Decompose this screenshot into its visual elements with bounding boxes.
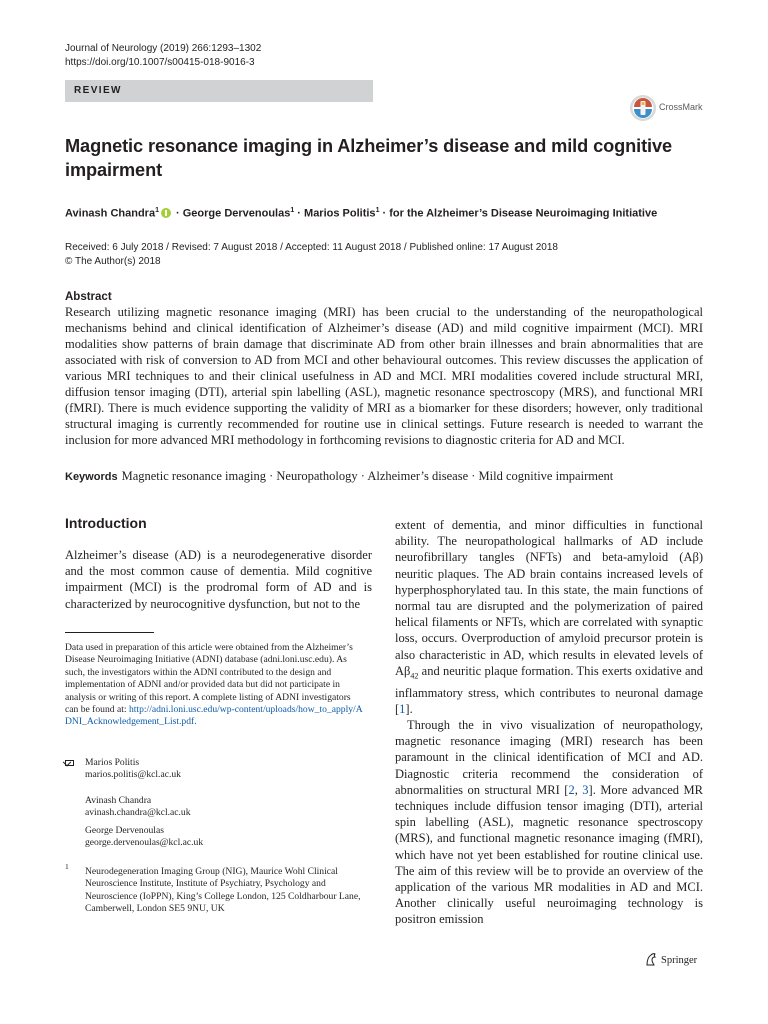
- contact-email[interactable]: avinash.chandra@kcl.ac.uk: [85, 807, 191, 819]
- keywords-label: Keywords: [65, 471, 118, 483]
- abstract-heading: Abstract: [65, 291, 112, 303]
- author-affiliation-mark: 1: [290, 207, 295, 214]
- contact-name: Marios Politis: [85, 757, 140, 768]
- crossmark-badge[interactable]: [629, 94, 705, 122]
- springer-logo: [645, 952, 697, 966]
- body-text: extent of dementia, and minor difficulties in functional ability. The neuropathological hallmarks of AD include neurofibrillary tangles (NFTs) and beta-amyloid (Aβ) neuritic plaques. The AD brain contains increased levels of hyperphosphorylated tau. In this state, the main functions of normal tau are disrupted and the polymerization of paired helical filaments or NFTs, which are correlated with synaptic loss, occurs. Overproduction of amyloid precursor protein is also characteristic in AD, which results in elevated levels of Aβ: [395, 518, 703, 678]
- author-name: Avinash Chandra: [65, 207, 156, 220]
- journal-citation: Journal of Neurology (2019) 266:1293–1302: [65, 43, 262, 54]
- crossmark-icon: [629, 94, 657, 122]
- author-list: [65, 203, 725, 222]
- doi-link[interactable]: https://doi.org/10.1007/s00415-018-9016-3: [65, 57, 255, 68]
- body-text: ].: [405, 701, 413, 716]
- springer-horse-icon: [645, 952, 657, 966]
- citation-link[interactable]: 2: [568, 782, 575, 797]
- author-separator: ·: [172, 207, 183, 220]
- publisher-name: Springer: [661, 955, 698, 966]
- article-title: Magnetic resonance imaging in Alzheimer’s disease and mild cognitive impairment: [65, 136, 673, 180]
- affiliation-text: Neurodegeneration Imaging Group (NIG), Maurice Wohl Clinical Neuroscience Institute, Institute of Psychiatry, Psychology and Neuroscience (IoPPN), King’s College London, 125 Coldharbour Lane, Camberwell, London SE5 9NU, UK: [85, 866, 361, 915]
- author-group: for the Alzheimer’s Disease Neuroimaging Initiative: [389, 207, 658, 220]
- introduction-left-column: Alzheimer’s disease (AD) is a neurodegenerative disorder and the most common cause of dementia. Mild cognitive impairment (MCI) is the prodromal form of AD and is characterized by neurocognitive dysfunction, but not to the: [65, 548, 372, 611]
- author-name: Marios Politis: [304, 207, 376, 220]
- body-text: ,: [574, 782, 583, 797]
- adni-link[interactable]: http://adni.loni.usc.edu/wp-content/uploads/how_to_apply/ADNI_Acknowledgement_List.pdf.: [65, 704, 363, 728]
- subscript: 42: [410, 671, 419, 681]
- body-text: and neuritic plaque formation. This exerts oxidative and inflammatory stress, which contributes to neuronal damage [: [395, 663, 703, 716]
- contact-block: [85, 757, 181, 782]
- footnote-divider: [65, 632, 154, 633]
- body-text: Through the in vivo visualization of neuropathology, magnetic resonance imaging (MRI) research has been paramount in the clinical identification of MCI and AD. Diagnostic criteria recommend the consideration of abnormalities on structural MRI [: [395, 717, 703, 797]
- keywords: [65, 468, 705, 485]
- author-affiliation-mark: 1: [155, 207, 159, 214]
- introduction-right-column: [395, 517, 703, 928]
- data-footnote: [65, 642, 365, 729]
- footnote-text: Data used in preparation of this article were obtained from the Alzheimer’s Disease Neuroimaging Initiative (ADNI) database (adni.loni.usc.edu). As such, the investigators within the ADNI contributed to the design and implementation of ADNI and/or provided data but did not participate in analysis or writing of this report. A complete listing of ADNI investigators can be found at:: [65, 642, 353, 716]
- abstract-text: Research utilizing magnetic resonance imaging (MRI) has been crucial to the understanding of the neuropathological mechanisms behind and clinical identification of Alzheimer’s disease (AD) and mild cognitive impairment (MCI). MRI modalities show patterns of brain damage that discriminate AD from other brain illnesses and brain abnormalities that are associated with risk of conversion to AD from MCI and other behavioural outcomes. This review discusses the application of various MRI techniques to and their clinical usefulness in AD and MCI. MRI modalities covered include structural MRI, diffusion tensor imaging (DTI), arterial spin labelling (ASL), magnetic resonance spectroscopy (MRS), and functional MRI (fMRI). There is much evidence supporting the validity of MRI as a biomarker for these disorders; however, only traditional structural imaging is currently recommended for routine use in clinical settings. Future research is needed to warrant the inclusion for more advanced MRI methodology in forthcoming revisions to diagnostic criteria for AD and MCI.: [65, 305, 703, 447]
- body-paragraph: [395, 717, 703, 928]
- author-separator: ·: [379, 207, 390, 220]
- affiliation-mark: 1: [65, 862, 69, 871]
- author-affiliation-mark: 1: [375, 207, 380, 214]
- body-paragraph: [395, 517, 703, 717]
- body-text: ]. More advanced MR techniques include diffusion tensor imaging (DTI), arterial spin labelling (ASL), magnetic resonance spectroscopy (MRS), and functional magnetic resonance imaging (fMRI), which have not yet been established for routine clinical use. The aim of this review will be to provide an overview of the application of the various MR modalities in AD and MCI. Another clinically useful neuroimaging technology is positron emission: [395, 782, 703, 927]
- orcid-icon[interactable]: [161, 208, 171, 218]
- copyright-notice: © The Author(s) 2018: [65, 256, 161, 267]
- contact-block: [85, 795, 191, 820]
- contact-email[interactable]: george.dervenoulas@kcl.ac.uk: [85, 837, 204, 849]
- author-separator: ·: [294, 207, 305, 220]
- contact-email[interactable]: marios.politis@kcl.ac.uk: [85, 769, 181, 781]
- citation-link[interactable]: 3: [582, 782, 589, 797]
- article-type-band: REVIEW: [65, 80, 373, 102]
- author-name: George Dervenoulas: [182, 207, 291, 220]
- envelope-icon: [65, 760, 74, 766]
- contact-name: George Dervenoulas: [85, 825, 164, 836]
- citation-link[interactable]: 1: [399, 701, 406, 716]
- crossmark-label: CrossMark: [659, 102, 703, 112]
- introduction-heading: Introduction: [65, 515, 147, 531]
- contact-block: [85, 825, 203, 850]
- contact-name: Avinash Chandra: [85, 795, 152, 806]
- keywords-text: Magnetic resonance imaging · Neuropathology · Alzheimer’s disease · Mild cognitive impairment: [121, 469, 614, 483]
- publication-dates: Received: 6 July 2018 / Revised: 7 August 2018 / Accepted: 11 August 2018 / Published online: 17 August 2018: [65, 242, 558, 253]
